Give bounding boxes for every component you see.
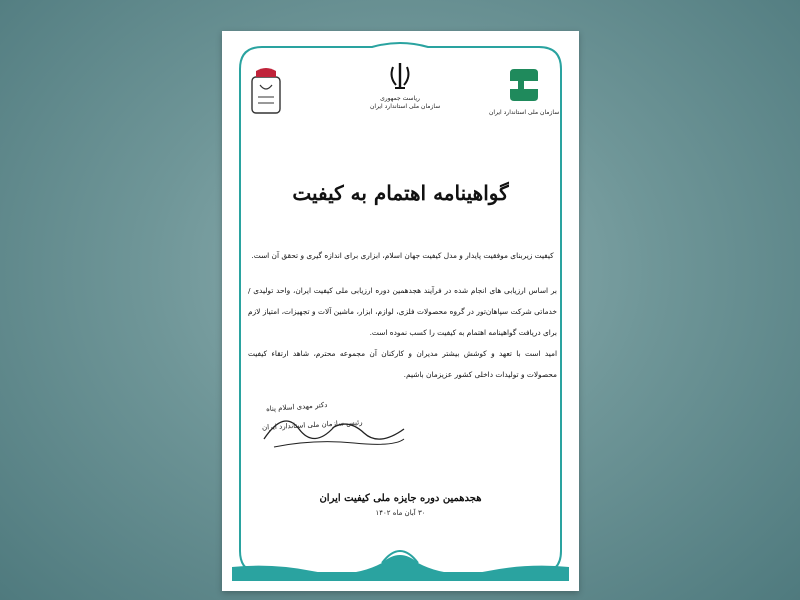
standard-mark-icon [504,65,544,105]
standard-organization-caption: سازمان ملی استاندارد ایران [489,109,560,116]
presidency-caption: ریاست جمهوری [380,95,420,102]
iran-emblem-icon [387,61,413,91]
certificate-footer [222,493,579,517]
body-paragraph: بر اساس ارزیابی های انجام شده در فرآیند هجدهمین دوره ارزیابی ملی کیفیت ایران، واحد تولیدی / خدماتی شرکت سپاهان‌تور در گروه محصولات فلزی، لوازم، ابزار، ماشین آلات و تجهیزات، امتیاز لازم برای دریافت گواهینامه اهتمام به کیفیت را کسب نموده است. [248,286,557,337]
presidency-emblem [370,61,441,127]
iran-standard-logo [489,65,559,125]
made-in-iran-badge-logo [246,63,286,117]
award-edition-title: هجدهمین دوره جایزه ملی کیفیت ایران [319,493,482,504]
decorative-wave-footer [232,533,569,581]
closing-paragraph: امید است با تعهد و کوشش بیشتر مدیران و کارکنان آن مجموعه محترم، شاهد ارتقاء کیفیت محصولات و تولیدات داخلی کشور عزیزمان باشیم. [248,349,557,379]
certificate-body [248,245,557,385]
certificate-page [222,31,579,591]
signatory-role: رئیس سازمان ملی استاندارد ایران [261,418,363,432]
lead-sentence: کیفیت زیربنای موفقیت پایدار و مدل کیفیت جهان اسلام، ابزاری برای اندازه گیری و تحقق آن است. [251,251,554,260]
certificate-title: گواهینامه اهتمام به کیفیت [292,181,509,205]
organization-caption: سازمان ملی استاندارد ایران [370,103,441,110]
award-date: ۳۰ آبان ماه ۱۴۰۲ [375,509,426,517]
signatory-name: دکتر مهدی اسلام پناه [265,400,328,414]
